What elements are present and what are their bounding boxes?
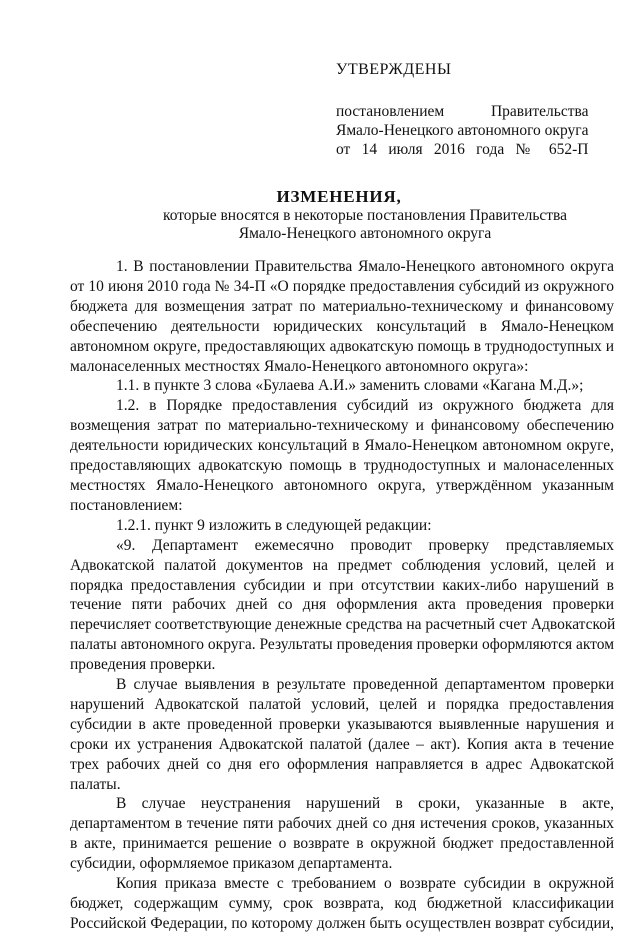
document-body — [70, 257, 614, 934]
paragraph-line: предоставляющих адвокатскую помощь в труднодоступных и малонаселенных — [70, 457, 614, 475]
paragraph — [70, 396, 614, 515]
paragraph-line: палаты. — [70, 775, 121, 793]
paragraph — [70, 794, 614, 874]
paragraph-line: бюджета для возмещения затрат по материально-техническому и финансовому — [70, 297, 614, 315]
document-subtitle-line: Ямало-Ненецкого автономного округа — [238, 225, 492, 242]
paragraph-line: деятельности юридических консультаций в Ямало-Ненецком автономном округе, — [70, 437, 614, 455]
paragraph-line: малонаселенных местностях Ямало-Ненецкого автономного округа»: — [70, 357, 529, 375]
paragraph — [70, 516, 614, 536]
document-title: ИЗМЕНЕНИЯ, — [276, 187, 402, 206]
paragraph-line: В случае выявления в результате проведенной департаментом проверки — [116, 676, 614, 694]
paragraph-line: местностях Ямало-Ненецкого автономного округа, утверждённом указанным — [70, 476, 614, 494]
approval-line: от 14 июля 2016 года № 652-П — [336, 141, 589, 158]
paragraph-line: трех рабочих дней со дня его оформления направляется в адрес Адвокатской — [70, 755, 614, 773]
approval-line: постановлением Правительства — [336, 103, 589, 120]
paragraph-line: 1.1. в пункте 3 слова «Булаева А.И.» заменить словами «Кагана М.Д.»; — [116, 377, 584, 395]
paragraph-line: Адвокатской палатой документов на предмет соблюдения условий, целей и — [70, 556, 614, 574]
paragraph — [70, 675, 614, 794]
paragraph-line: в акте, принимается решение о возврате в окружной бюджет предоставленной — [70, 835, 614, 853]
paragraph-line: от 10 июня 2010 года № 34-П «О порядке предоставления субсидий из окружного — [70, 277, 614, 295]
paragraph-line: течение пяти рабочих дней со дня оформления акта проведения проверки — [70, 596, 614, 614]
paragraph — [70, 376, 614, 396]
paragraph-line: субсидии, оформляемое приказом департамента. — [70, 855, 393, 873]
paragraph-line: Копия приказа вместе с требованием о возврате субсидии в окружной — [116, 875, 614, 893]
paragraph-line: В случае неустранения нарушений в сроки, указанные в акте, — [116, 795, 614, 813]
paragraph-line: проведения проверки. — [70, 656, 216, 674]
document-subtitle-line: которые вносятся в некоторые постановления Правительства — [162, 207, 568, 224]
paragraph-line: 1.2.1. пункт 9 изложить в следующей редакции: — [116, 516, 432, 534]
paragraph-line: обеспечению деятельности юридических консультаций в Ямало-Ненецком — [70, 317, 614, 335]
paragraph-line: возмещения затрат по материально-техническому и финансовому обеспечению — [70, 417, 614, 435]
paragraph-line: порядка предоставления субсидии и при отсутствии каких-либо нарушений в — [70, 576, 614, 594]
paragraph-line: «9. Департамент ежемесячно проводит проверку представляемых — [116, 536, 614, 554]
paragraph-line: Российской Федерации, по которому должен быть осуществлен возврат субсидии, — [70, 914, 614, 932]
paragraph-line: субсидии в акте проведенной проверки указываются выявленные нарушения и — [70, 715, 614, 733]
paragraph-line: бюджет, содержащим сумму, срок возврата, код бюджетной классификации — [70, 895, 614, 912]
paragraph — [70, 536, 614, 675]
approval-heading: УТВЕРЖДЕНЫ — [336, 61, 452, 78]
paragraph-line: постановлением: — [70, 496, 183, 514]
approval-line: Ямало-Ненецкого автономного округа — [336, 122, 589, 139]
paragraph-line: нарушений Адвокатской палатой условий, целей и порядка предоставления — [70, 695, 614, 713]
paragraph-line: палаты автономного округа. Результаты проведения проверки оформляются актом — [70, 636, 614, 654]
paragraph-line: 1.2. в Порядке предоставления субсидий из окружного бюджета для — [116, 397, 614, 415]
paragraph — [70, 874, 614, 934]
paragraph — [70, 257, 614, 376]
paragraph-line: 1. В постановлении Правительства Ямало-Ненецкого автономного округа — [116, 258, 614, 275]
paragraph-line: перечисляет соответствующие денежные средства на расчетный счет Адвокатской — [70, 616, 616, 634]
paragraph-line: департаментом в течение пяти рабочих дней со дня истечения сроков, указанных — [70, 815, 614, 833]
approval-stamp — [336, 60, 588, 159]
document-title-block — [0, 187, 640, 243]
paragraph-line: сроки их устранения Адвокатской палатой (далее – акт). Копия акта в течение — [70, 735, 614, 753]
paragraph-line: автономном округе, предоставляющих адвокатскую помощь в труднодоступных и — [70, 337, 614, 355]
